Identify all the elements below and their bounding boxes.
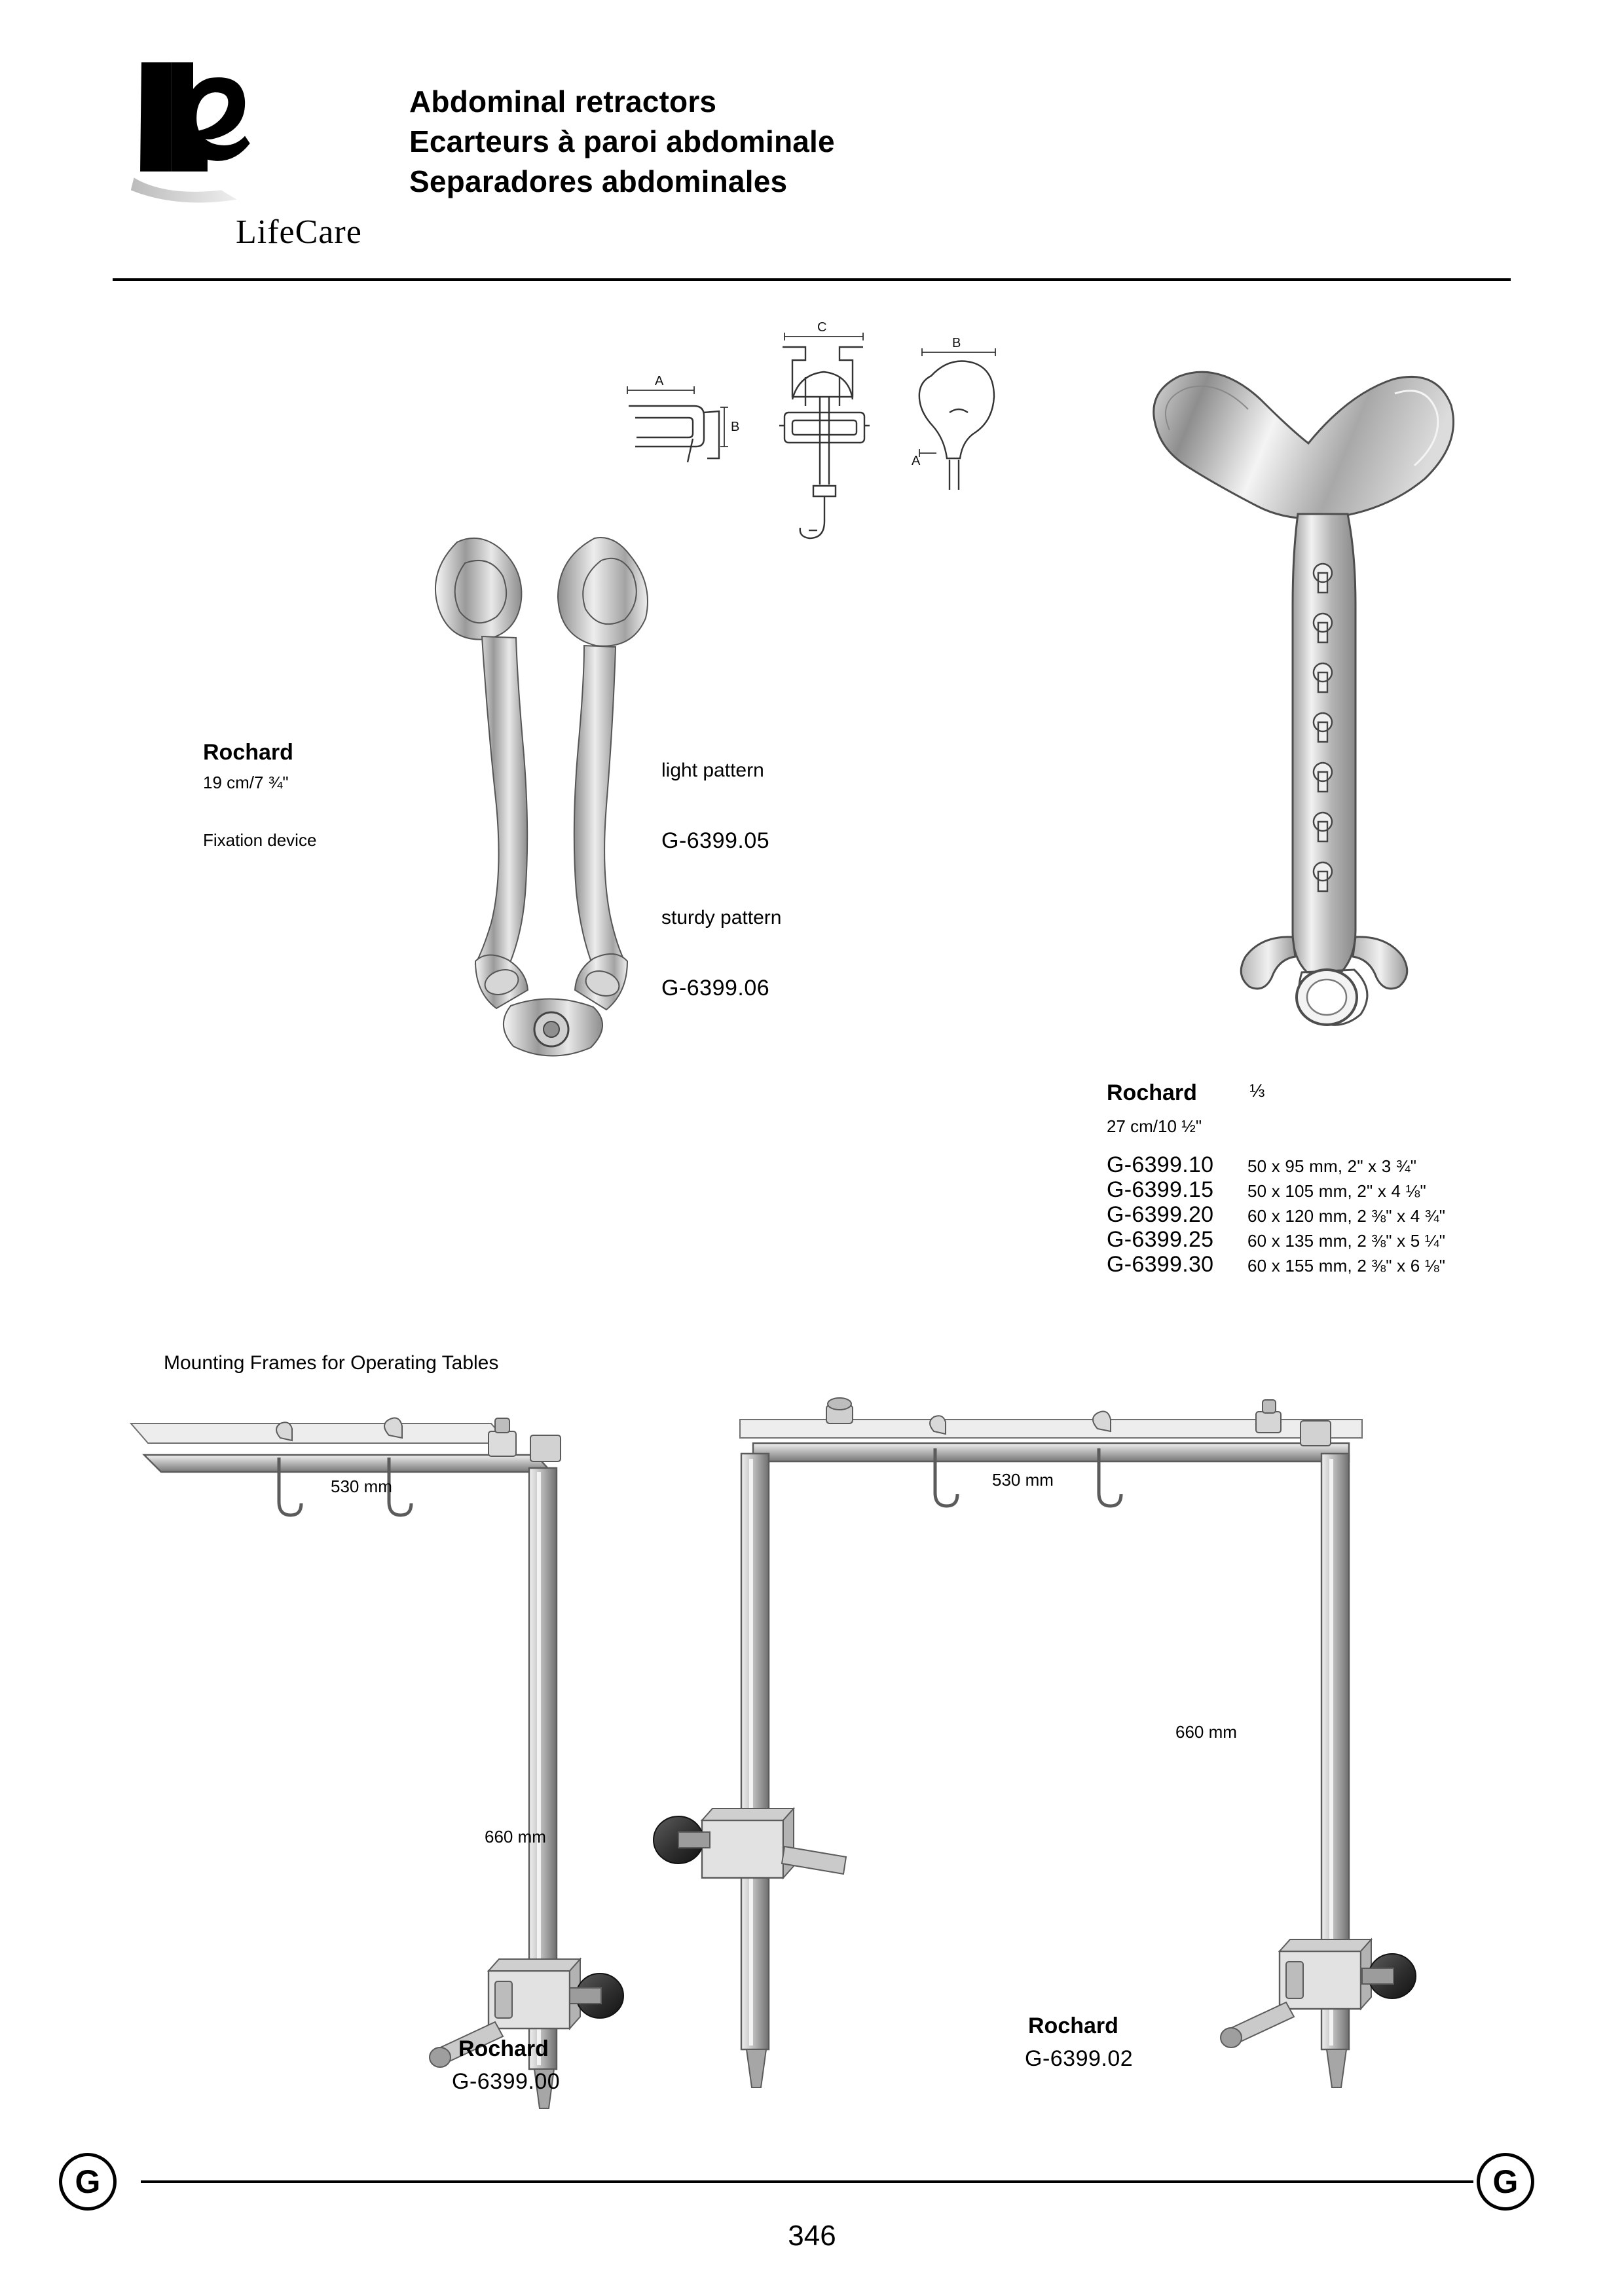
fixation-type: Fixation device <box>203 830 317 850</box>
table-row <box>1107 1177 1445 1202</box>
retractor-product-name: Rochard <box>1107 1080 1197 1105</box>
retractor-size: 27 cm/10 ½" <box>1107 1116 1202 1136</box>
fixation-variant2-label: sturdy pattern <box>661 907 782 928</box>
frame-left-width-label: 530 mm <box>331 1477 392 1496</box>
frame-right-width-label: 530 mm <box>992 1470 1054 1490</box>
title-es: Separadores abdominales <box>409 164 788 199</box>
product-code: G-6399.25 <box>1107 1227 1214 1252</box>
fixation-variant2-code: G-6399.06 <box>661 976 770 1001</box>
title-fr: Ecarteurs à paroi abdominale <box>409 124 835 159</box>
product-code: G-6399.10 <box>1107 1152 1214 1177</box>
title-en: Abdominal retractors <box>409 84 717 119</box>
mounting-frame-left-illustration <box>124 1395 701 2121</box>
fixation-variant1-label: light pattern <box>661 760 764 781</box>
fixation-product-name: Rochard <box>203 740 293 765</box>
rochard-retractor-illustration <box>1133 357 1473 1090</box>
table-row <box>1107 1202 1445 1227</box>
product-dimensions: 60 x 155 mm, 2 ⅜" x 6 ⅛" <box>1247 1256 1446 1276</box>
frame-right-height-label: 660 mm <box>1175 1722 1237 1742</box>
product-code: G-6399.30 <box>1107 1252 1214 1277</box>
dimension-label-c: C <box>817 320 827 335</box>
product-dimensions: 60 x 120 mm, 2 ⅜" x 4 ¾" <box>1247 1206 1446 1226</box>
product-dimensions: 60 x 135 mm, 2 ⅜" x 5 ¼" <box>1247 1231 1446 1251</box>
product-dimensions: 50 x 95 mm, 2" x 3 ¾" <box>1247 1156 1417 1176</box>
dimension-label-a1: A <box>655 374 664 388</box>
dimension-label-b2: B <box>952 336 961 350</box>
table-row <box>1107 1152 1445 1177</box>
section-badge-right: G <box>1477 2153 1534 2211</box>
product-dimensions: 50 x 105 mm, 2" x 4 ⅛" <box>1247 1181 1426 1201</box>
dimension-label-a2: A <box>912 454 921 468</box>
mounting-frame-right-illustration <box>707 1388 1388 2108</box>
brand-logo <box>115 56 396 251</box>
page-title <box>409 82 835 202</box>
product-code: G-6399.15 <box>1107 1177 1214 1202</box>
dimension-label-b1: B <box>731 420 740 434</box>
fixation-variant1-code: G-6399.05 <box>661 828 770 853</box>
lifecare-logo-icon <box>128 56 259 206</box>
retractor-scale-note: ⅓ <box>1249 1080 1265 1101</box>
frame-right-product-name: Rochard <box>1028 2013 1118 2038</box>
section-badge-left: G <box>59 2153 117 2211</box>
frame-left-height-label: 660 mm <box>485 1827 546 1846</box>
fixation-size: 19 cm/7 ¾" <box>203 773 289 792</box>
frame-left-code: G-6399.00 <box>452 2069 561 2094</box>
frame-left-product-name: Rochard <box>458 2036 549 2061</box>
frame-right-code: G-6399.02 <box>1025 2046 1134 2071</box>
header-divider <box>113 278 1511 281</box>
footer-divider <box>141 2180 1473 2183</box>
brand-name: LifeCare <box>236 213 362 251</box>
table-row <box>1107 1252 1445 1277</box>
product-code: G-6399.20 <box>1107 1202 1214 1227</box>
retractor-code-table <box>1107 1152 1445 1277</box>
page-number: 346 <box>788 2220 836 2252</box>
table-row <box>1107 1227 1445 1252</box>
frames-section-title: Mounting Frames for Operating Tables <box>164 1352 499 1374</box>
